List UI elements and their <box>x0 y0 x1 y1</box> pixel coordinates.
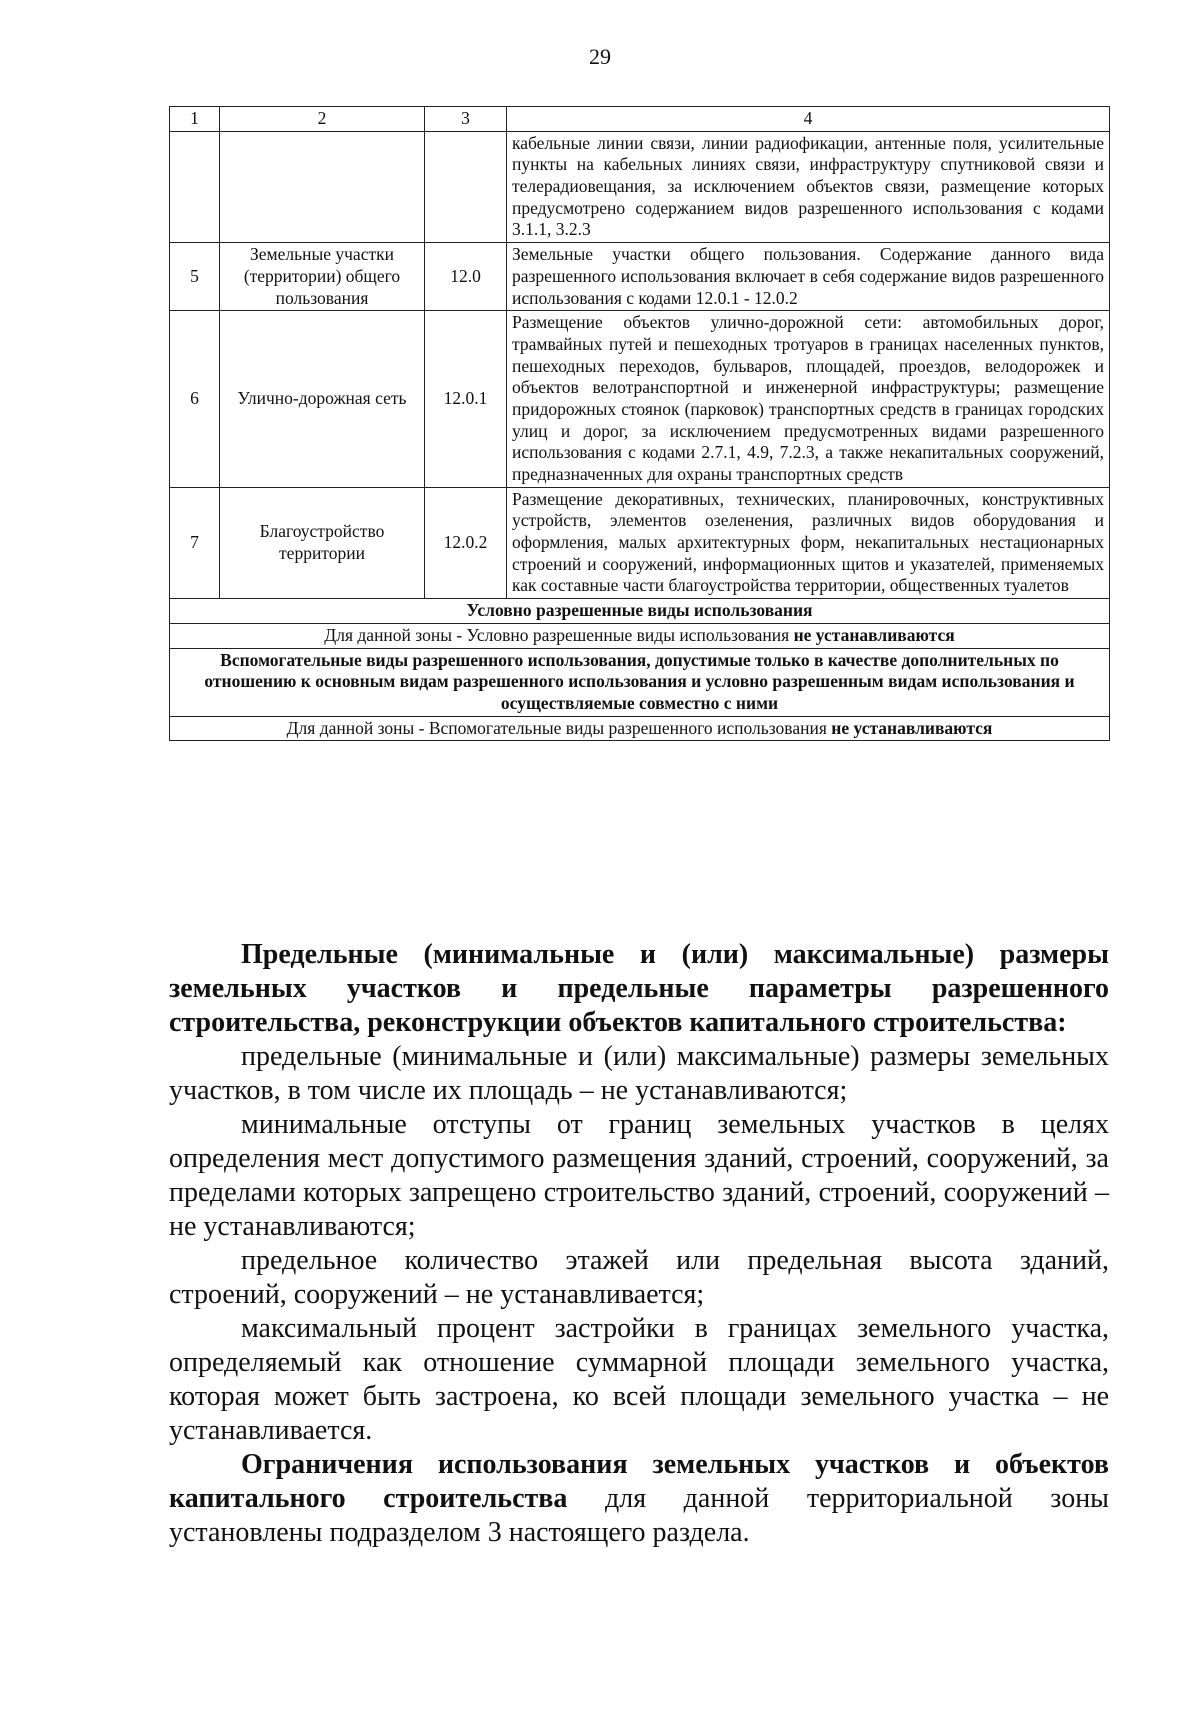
auxiliary-note-prefix: Для данной зоны - Вспомогательные виды разрешенного использования <box>286 717 832 738</box>
section-heading: Предельные (минимальные и (или) максимальные) размеры земельных участков и предельные параметры разрешенного строительства, реконструкции объектов капитального строительства: <box>169 939 1109 1038</box>
restrictions-rest-text: для данной территориальной зоны установлены подразделом 3 настоящего раздела. <box>169 1483 1109 1548</box>
paragraph-plot-size: предельные (минимальные и (или) максимальные) размеры земельных участков, в том числе их площадь – не устанавливаются; <box>169 1041 1109 1106</box>
auxiliary-uses-heading: Вспомогательные виды разрешенного использования, допустимые только в качестве дополнительных по отношению к основным видам разрешенного использования и условно разрешенным видам использования и осуществляемые совместно с ними <box>170 648 1110 716</box>
conditional-uses-heading-row <box>170 599 1110 624</box>
continuation-description: кабельные линии связи, линии радиофикации, антенные поля, усилительные пункты на кабельных линиях связи, инфраструктуру спутниковой связи и телерадиовещания, за исключением объектов связи, размещение которых предусмотрено содержанием видов разрешенного использования с кодами 3.1.1, 3.2.3 <box>507 131 1110 242</box>
land-use-description: Земельные участки общего пользования. Содержание данного вида разрешенного использования включает в себя содержание видов разрешенного использования с кодами 12.0.1 - 12.0.2 <box>507 243 1110 311</box>
table-row <box>170 487 1110 598</box>
land-use-name: Улично-дорожная сеть <box>220 311 425 488</box>
column-number-3: 3 <box>425 107 507 132</box>
auxiliary-uses-note-row <box>170 716 1110 741</box>
row-number: 5 <box>170 243 220 311</box>
land-use-description: Размещение декоративных, технических, планировочных, конструктивных устройств, элементов озеленения, различных видов оборудования и оформления, малых архитектурных форм, некапитальных нестационарных строений и сооружений, информационных щитов и указателей, применяемых как составные части благоустройства территории, общественных туалетов <box>507 487 1110 598</box>
paragraph-coverage: максимальный процент застройки в границах земельного участка, определяемый как отношение суммарной площади земельного участка, которая может быть застроена, ко всей площади земельного участка – не устанавливается. <box>169 1313 1109 1446</box>
page-number: 29 <box>589 44 611 69</box>
conditional-note-bold: не устанавливаются <box>793 624 955 645</box>
conditional-uses-heading: Условно разрешенные виды использования <box>170 599 1110 624</box>
conditional-note-prefix: Для данной зоны - Условно разрешенные виды использования <box>324 624 794 645</box>
land-use-code: 12.0 <box>425 243 507 311</box>
column-number-4: 4 <box>507 107 1110 132</box>
table-row <box>170 311 1110 488</box>
restrictions-bold-text: Ограничения использования земельных участков и объектов капитального строительства <box>169 1449 1109 1514</box>
paragraph-restrictions <box>169 1448 1109 1550</box>
land-use-code: 12.0.2 <box>425 487 507 598</box>
land-use-code: 12.0.1 <box>425 311 507 488</box>
conditional-uses-note-row <box>170 623 1110 648</box>
paragraph-setbacks: минимальные отступы от границ земельных участков в целях определения мест допустимого размещения зданий, строений, сооружений, за пределами которых запрещено строительство зданий, строений, сооружений – не устанавливаются; <box>169 1109 1109 1242</box>
column-number-2: 2 <box>220 107 425 132</box>
table-row <box>170 243 1110 311</box>
land-use-table <box>169 106 1110 741</box>
land-use-name: Земельные участки (территории) общего пользования <box>220 243 425 311</box>
auxiliary-uses-note <box>170 716 1110 741</box>
paragraph-floors: предельное количество этажей или предельная высота зданий, строений, сооружений – не устанавливается; <box>169 1245 1109 1310</box>
land-use-name: Благоустройство территории <box>220 487 425 598</box>
auxiliary-uses-heading-row <box>170 648 1110 716</box>
row-number: 7 <box>170 487 220 598</box>
auxiliary-note-bold: не устанавливаются <box>831 717 993 738</box>
column-number-1: 1 <box>170 107 220 132</box>
table-row-continuation <box>170 131 1110 242</box>
table-header-row <box>170 107 1110 132</box>
land-use-description: Размещение объектов улично-дорожной сети: автомобильных дорог, трамвайных путей и пешеходных тротуаров в границах населенных пунктов, пешеходных переходов, бульваров, площадей, проездов, велодорожек и объектов велотранспортной и инженерной инфраструктуры; размещение придорожных стоянок (парковок) транспортных средств в границах городских улиц и дорог, за исключением предусмотренных видами разрешенного использования с кодами 2.7.1, 4.9, 7.2.3, а также некапитальных сооружений, предназначенных для охраны транспортных средств <box>507 311 1110 488</box>
row-number: 6 <box>170 311 220 488</box>
conditional-uses-note <box>170 623 1110 648</box>
